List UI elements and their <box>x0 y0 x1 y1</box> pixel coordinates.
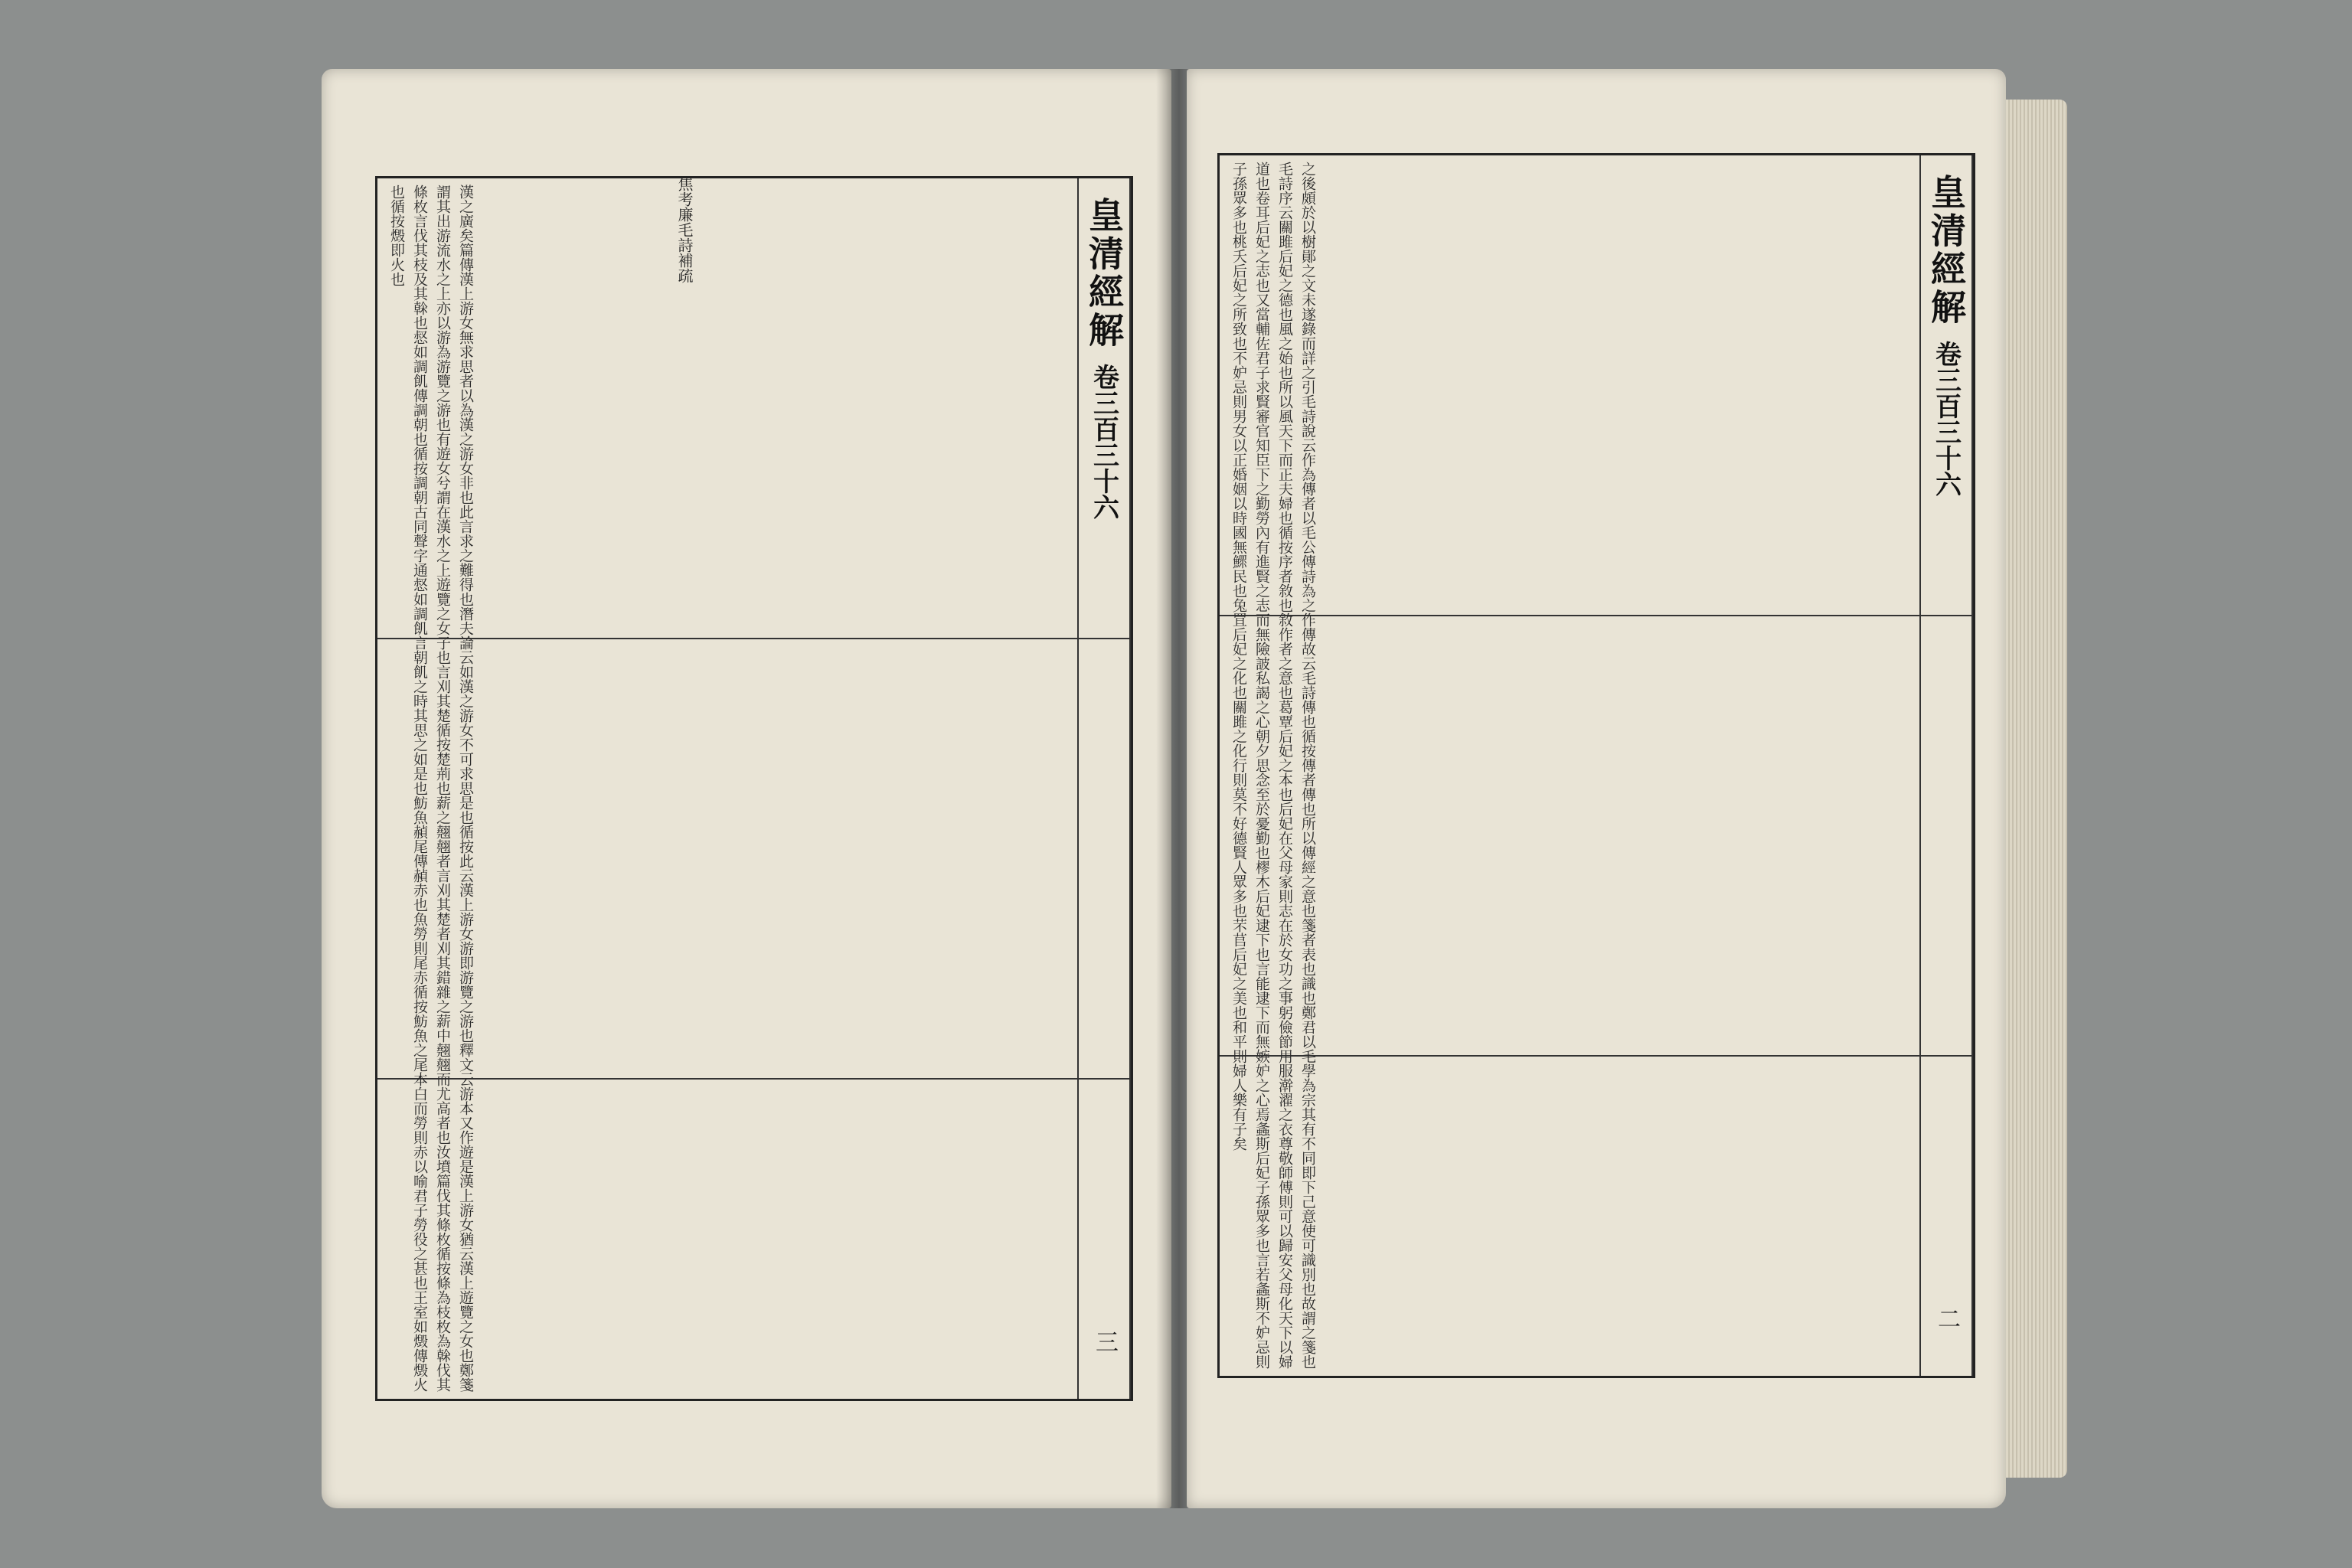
right-page-frame <box>1217 153 1975 1378</box>
open-book <box>322 69 2082 1554</box>
book-title: 皇清經解 <box>1083 197 1125 350</box>
left-page <box>322 69 1171 1508</box>
left-page-body-text: 漢之廣矣篇傳漢上游女無求思者以為漢之游女非也此言求之難得也潛夫論云如漢之游女不可求思是也循按此云漢上游女游即游覽之游也釋文云游本又作遊是漢上游女猶云漢上遊覽之女也鄭箋謂其出游流水之上亦以游為游覽之游也有遊女兮謂在漢水之上遊覽之女子也言刈其楚循按楚荊也薪之翹翹者言刈其楚者刈其錯雜之薪中翹翹而尤高者也汝墳篇伐其條枚循按條為枝枚為榦伐其條枚言伐其枝及其榦也惄如調飢傳調朝也循按調朝古同聲字通惄如調飢言朝飢之時其思之如是也魴魚赬尾傳赬赤也魚勞則尾赤循按魴魚之尾本白而勞則赤以喻君子勞役之甚也王室如燬傳燬火也循按燬即火也 <box>388 185 474 1392</box>
book-title: 皇清經解 <box>1926 174 1967 327</box>
right-page-header-column <box>1919 155 1973 1376</box>
volume-number: 卷三百三十六 <box>1930 341 1962 497</box>
page-number: 三 <box>1091 1330 1118 1353</box>
author-note: 焦考廉毛詩補疏 <box>675 176 694 283</box>
left-page-text-region <box>385 185 1070 1393</box>
page-edges <box>1998 100 2067 1478</box>
left-page-header-column <box>1077 178 1131 1399</box>
right-page <box>1187 69 2006 1508</box>
volume-number: 卷三百三十六 <box>1088 364 1119 520</box>
page-number: 二 <box>1933 1307 1960 1330</box>
left-page-frame <box>375 176 1133 1401</box>
right-page-text-region <box>1227 162 1912 1370</box>
right-page-body-text: 之後頗於以樹鄖之文未遂錄而詳之引毛詩說云作為傳者以毛公傳詩為之作傳故云毛詩傳也循按傳者傳也所以傳經之意也箋者表也識也鄭君以毛學為宗其有不同即下己意使可識別也故謂之箋也毛詩序云關雎后妃之德也風之始也所以風天下而正夫婦也循按序者敘也敘作者之意也葛覃后妃之本也后妃在父母家則志在於女功之事躬儉節用服澣濯之衣尊敬師傅則可以歸安父母化天下以婦道也卷耳后妃之志也又當輔佐君子求賢審官知臣下之勤勞內有進賢之志而無險詖私謁之心朝夕思念至於憂勤也樛木后妃逮下也言能逮下而無嫉妒之心焉螽斯后妃子孫眾多也言若螽斯不妒忌則子孫眾多也桃夭后妃之所致也不妒忌則男女以正婚姻以時國無鰥民也兔罝后妃之化也關雎之化行則莫不好德賢人眾多也芣苢后妃之美也和平則婦人樂有子矣 <box>1230 162 1316 1369</box>
